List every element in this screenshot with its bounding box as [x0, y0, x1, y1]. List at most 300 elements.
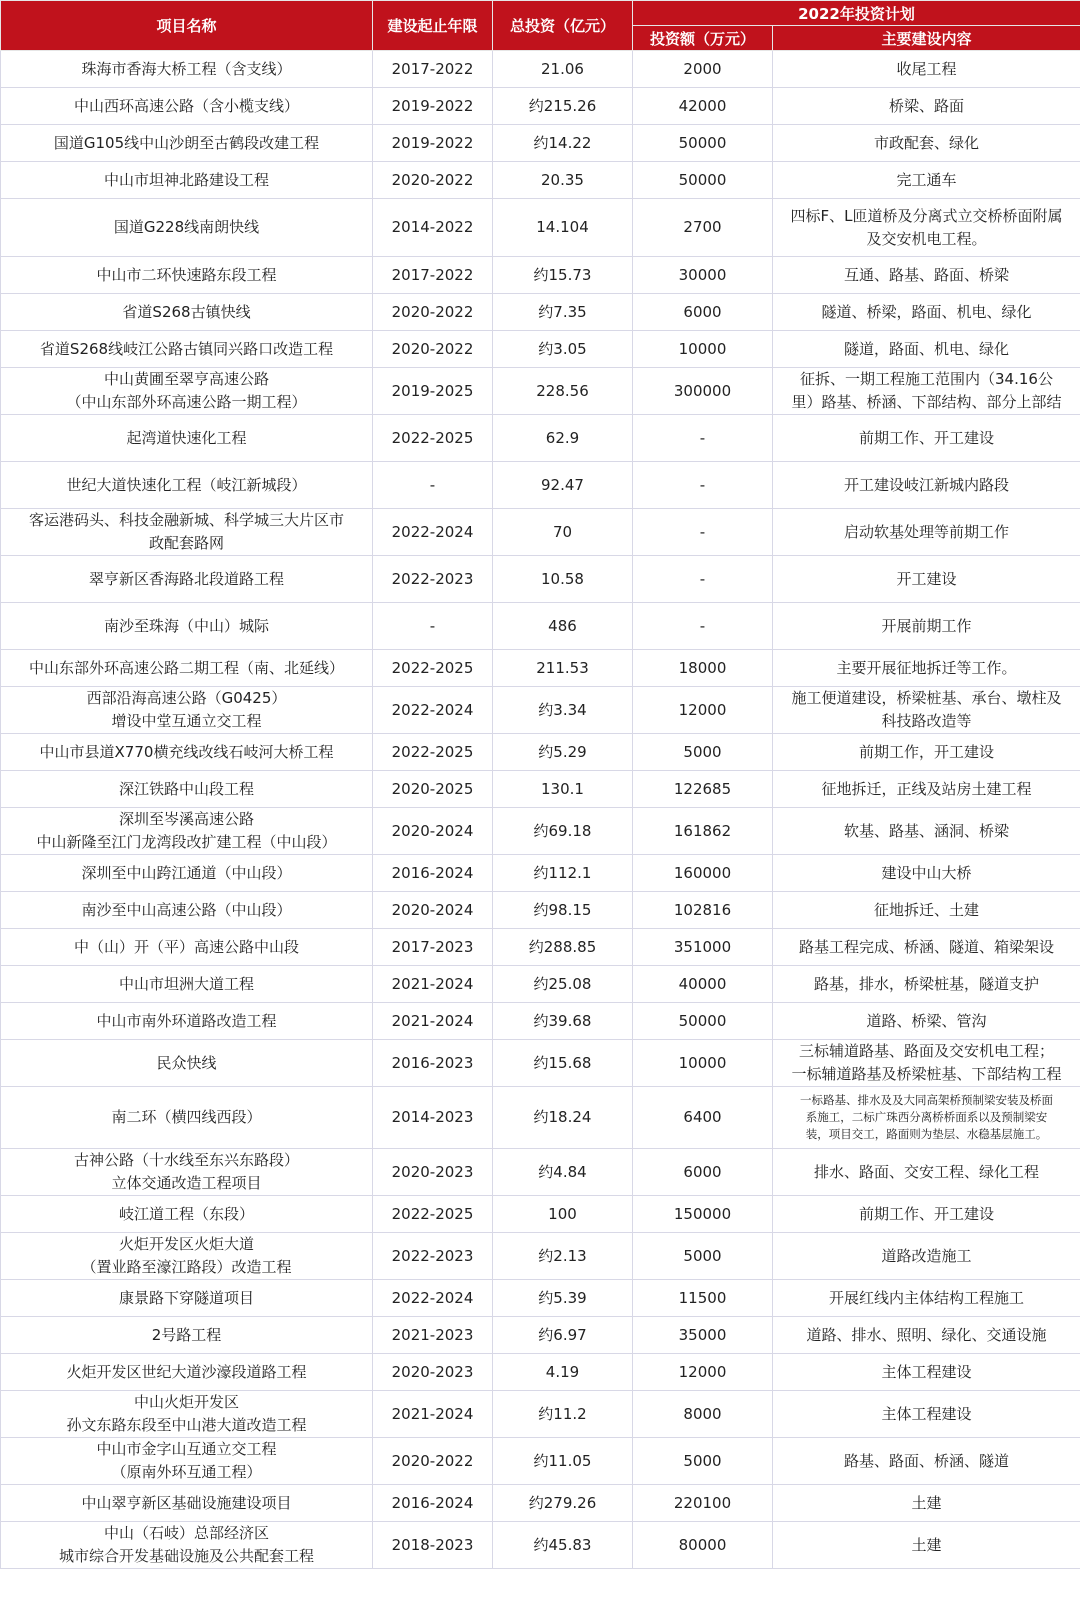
cell-total-investment: 约7.35 [493, 294, 633, 331]
cell-period: 2016-2024 [373, 1485, 493, 1522]
table-row [1, 1485, 1080, 1522]
cell-total-investment: 约15.73 [493, 257, 633, 294]
cell-period: 2019-2022 [373, 88, 493, 125]
cell-project-name [1, 509, 373, 556]
cell-total-investment: 约69.18 [493, 808, 633, 855]
cell-project-name-line: 翠亨新区香海路北段道路工程 [88, 569, 284, 588]
cell-main-content-line: 路基，排水，桥梁桩基，隧道支护 [813, 974, 1039, 993]
cell-main-content [773, 257, 1080, 294]
cell-total-investment: 10.58 [493, 556, 633, 603]
cell-total-investment: 约18.24 [493, 1087, 633, 1149]
cell-investment-amount: 161862 [633, 808, 773, 855]
cell-project-name [1, 808, 373, 855]
cell-project-name-line: 中山西环高速公路（含小榄支线） [73, 96, 299, 115]
cell-main-content-line: 路基、路面、桥涵、隧道 [843, 1451, 1009, 1470]
cell-main-content-line: 一标路基、排水及及大同高架桥预制梁安装及桥面 [800, 1093, 1053, 1107]
cell-project-name [1, 125, 373, 162]
cell-main-content-line: 隧道，路面、机电、绿化 [843, 339, 1009, 358]
cell-project-name-line: 深江铁路中山段工程 [118, 779, 254, 798]
cell-main-content [773, 734, 1080, 771]
cell-investment-amount: 12000 [633, 687, 773, 734]
cell-project-name-line: 南沙至珠海（中山）城际 [103, 616, 269, 635]
cell-investment-amount: 11500 [633, 1280, 773, 1317]
cell-main-content [773, 509, 1080, 556]
cell-project-name [1, 1438, 373, 1485]
cell-total-investment: 约4.84 [493, 1149, 633, 1196]
table-body [1, 51, 1080, 1569]
cell-total-investment: 约288.85 [493, 929, 633, 966]
cell-main-content [773, 1522, 1080, 1569]
cell-total-investment: 约98.15 [493, 892, 633, 929]
cell-main-content-line: 前期工作，开工建设 [858, 742, 994, 761]
cell-investment-amount: 6000 [633, 1149, 773, 1196]
cell-total-investment: 约15.68 [493, 1040, 633, 1087]
cell-total-investment: 92.47 [493, 462, 633, 509]
cell-project-name-line: 中山市县道X770横充线改线石岐河大桥工程 [39, 742, 334, 761]
table-row [1, 162, 1080, 199]
cell-main-content [773, 462, 1080, 509]
cell-investment-amount: 2000 [633, 51, 773, 88]
cell-project-name-line: 中山（石岐）总部经济区 [103, 1524, 269, 1542]
cell-investment-amount: 122685 [633, 771, 773, 808]
cell-total-investment: 约11.05 [493, 1438, 633, 1485]
cell-project-name-line: 立体交通改造工程项目 [111, 1174, 262, 1192]
cell-investment-amount: 160000 [633, 855, 773, 892]
cell-total-investment: 约5.29 [493, 734, 633, 771]
cell-main-content [773, 294, 1080, 331]
table-row [1, 1040, 1080, 1087]
cell-main-content [773, 125, 1080, 162]
cell-investment-amount: - [633, 509, 773, 556]
cell-project-name [1, 1149, 373, 1196]
cell-main-content-line: 主体工程建设 [881, 1362, 972, 1381]
cell-investment-amount: 2700 [633, 199, 773, 257]
cell-project-name-line: 珠海市香海大桥工程（含支线） [81, 59, 292, 78]
cell-investment-amount: - [633, 415, 773, 462]
cell-period: 2021-2024 [373, 1391, 493, 1438]
cell-investment-amount: 42000 [633, 88, 773, 125]
cell-project-name [1, 294, 373, 331]
table-row [1, 966, 1080, 1003]
cell-project-name-line: 国道G105线中山沙朗至古鹤段改建工程 [53, 133, 320, 152]
cell-total-investment: 20.35 [493, 162, 633, 199]
cell-period: 2018-2023 [373, 1522, 493, 1569]
cell-project-name-line: 省道S268古镇快线 [122, 302, 251, 321]
cell-main-content-line: 及交安机电工程。 [866, 229, 987, 248]
cell-main-content-line: 前期工作、开工建设 [858, 428, 994, 447]
cell-investment-amount: 6000 [633, 294, 773, 331]
cell-investment-amount: 10000 [633, 1040, 773, 1087]
cell-investment-amount: 18000 [633, 650, 773, 687]
cell-total-investment: 211.53 [493, 650, 633, 687]
cell-period: 2016-2023 [373, 1040, 493, 1087]
cell-period: 2022-2025 [373, 734, 493, 771]
cell-total-investment: 4.19 [493, 1354, 633, 1391]
table-row [1, 1003, 1080, 1040]
cell-period: 2020-2023 [373, 1354, 493, 1391]
cell-main-content [773, 650, 1080, 687]
cell-period: 2022-2024 [373, 1280, 493, 1317]
cell-main-content-line: 收尾工程 [896, 59, 957, 78]
cell-main-content [773, 966, 1080, 1003]
cell-project-name-line: 火炬开发区世纪大道沙濠段道路工程 [66, 1362, 307, 1381]
cell-period: 2020-2024 [373, 892, 493, 929]
cell-investment-amount: 80000 [633, 1522, 773, 1569]
cell-main-content [773, 1280, 1080, 1317]
cell-period: 2014-2023 [373, 1087, 493, 1149]
cell-period: 2022-2023 [373, 1233, 493, 1280]
cell-project-name [1, 687, 373, 734]
cell-period: 2017-2023 [373, 929, 493, 966]
cell-main-content-line: 开工建设岐江新城内路段 [843, 475, 1009, 494]
table-row [1, 892, 1080, 929]
cell-main-content-line: 道路改造施工 [881, 1246, 972, 1265]
table-row [1, 294, 1080, 331]
cell-project-name [1, 650, 373, 687]
cell-project-name-line: 火炬开发区火炬大道 [118, 1235, 254, 1253]
cell-main-content-line: 软基、路基、涵洞、桥梁 [843, 821, 1009, 840]
cell-period: 2021-2024 [373, 966, 493, 1003]
cell-main-content [773, 556, 1080, 603]
cell-investment-amount: 50000 [633, 125, 773, 162]
cell-main-content [773, 162, 1080, 199]
cell-main-content-line: 桥梁、路面 [888, 96, 964, 115]
cell-main-content-line: 施工便道建设，桥梁桩基、承台、墩柱及 [791, 689, 1062, 707]
cell-project-name-line: 中（山）开（平）高速公路中山段 [73, 937, 299, 956]
cell-investment-amount: 6400 [633, 1087, 773, 1149]
cell-period: 2020-2022 [373, 162, 493, 199]
cell-main-content [773, 1040, 1080, 1087]
cell-main-content-line: 排水、路面、交安工程、绿化工程 [813, 1162, 1039, 1181]
cell-main-content-line: 征地拆迁、土建 [873, 900, 979, 919]
table-row [1, 509, 1080, 556]
cell-project-name-line: （原南外环互通工程） [111, 1463, 262, 1481]
table-row [1, 734, 1080, 771]
table-row [1, 331, 1080, 368]
table-row [1, 1438, 1080, 1485]
cell-main-content-line: 四标F、L匝道桥及分离式立交桥桥面附属 [790, 206, 1063, 225]
table-row [1, 1354, 1080, 1391]
cell-total-investment: 约14.22 [493, 125, 633, 162]
cell-project-name-line: 中山东部外环高速公路二期工程（南、北延线） [28, 658, 344, 677]
cell-period: 2020-2022 [373, 1438, 493, 1485]
cell-project-name [1, 199, 373, 257]
cell-project-name [1, 51, 373, 88]
cell-project-name-line: 起湾道快速化工程 [126, 428, 247, 447]
cell-main-content [773, 1317, 1080, 1354]
cell-total-investment: 70 [493, 509, 633, 556]
cell-investment-amount: 5000 [633, 1438, 773, 1485]
cell-project-name-line: 岐江道工程（东段） [118, 1204, 254, 1223]
cell-period: 2022-2024 [373, 509, 493, 556]
cell-period: 2022-2025 [373, 415, 493, 462]
cell-investment-amount: - [633, 556, 773, 603]
cell-total-investment: 约279.26 [493, 1485, 633, 1522]
table-row [1, 1149, 1080, 1196]
cell-project-name [1, 331, 373, 368]
cell-project-name-line: 中山翠亨新区基础设施建设项目 [81, 1493, 292, 1512]
cell-investment-amount: - [633, 462, 773, 509]
table-row [1, 808, 1080, 855]
cell-project-name-line: 民众快线 [156, 1053, 217, 1072]
cell-period: 2020-2024 [373, 808, 493, 855]
cell-total-investment: 约6.97 [493, 1317, 633, 1354]
table-row [1, 650, 1080, 687]
cell-project-name-line: 中山市金字山互通立交工程 [96, 1440, 277, 1458]
cell-project-name-line: 政配套路网 [148, 534, 224, 552]
cell-main-content-line: 土建 [911, 1493, 942, 1512]
cell-project-name [1, 162, 373, 199]
cell-main-content [773, 1438, 1080, 1485]
table-row [1, 1522, 1080, 1569]
cell-project-name [1, 855, 373, 892]
cell-investment-amount: 300000 [633, 368, 773, 415]
cell-main-content-line: 一标辅道路基及桥梁桩基、下部结构工程 [791, 1065, 1062, 1083]
cell-project-name [1, 1485, 373, 1522]
cell-period: 2020-2022 [373, 294, 493, 331]
cell-project-name-line: 深圳至岑溪高速公路 [118, 810, 254, 828]
cell-total-investment: 约39.68 [493, 1003, 633, 1040]
cell-period: 2022-2023 [373, 556, 493, 603]
cell-main-content-line: 开工建设 [896, 569, 957, 588]
cell-main-content-line: 隧道、桥梁，路面、机电、绿化 [821, 302, 1032, 321]
cell-project-name-line: 中山市坦神北路建设工程 [103, 170, 269, 189]
cell-project-name-line: 2号路工程 [151, 1325, 222, 1344]
cell-period: 2019-2025 [373, 368, 493, 415]
cell-project-name-line: 增设中堂互通立交工程 [111, 712, 262, 730]
table-row [1, 603, 1080, 650]
cell-main-content [773, 1003, 1080, 1040]
cell-project-name [1, 415, 373, 462]
cell-period: 2017-2022 [373, 51, 493, 88]
cell-main-content-line: 前期工作、开工建设 [858, 1204, 994, 1223]
cell-main-content [773, 331, 1080, 368]
cell-investment-amount: 35000 [633, 1317, 773, 1354]
cell-investment-amount: - [633, 603, 773, 650]
cell-project-name [1, 603, 373, 650]
cell-total-investment: 约5.39 [493, 1280, 633, 1317]
table-row [1, 257, 1080, 294]
table-header [1, 1, 1080, 51]
cell-main-content [773, 687, 1080, 734]
cell-total-investment: 约3.34 [493, 687, 633, 734]
cell-project-name [1, 1317, 373, 1354]
cell-project-name-line: 古神公路（十水线至东兴东路段） [73, 1151, 299, 1169]
cell-total-investment: 14.104 [493, 199, 633, 257]
cell-main-content [773, 1087, 1080, 1149]
cell-project-name [1, 1280, 373, 1317]
cell-period: 2021-2023 [373, 1317, 493, 1354]
cell-project-name-line: 南沙至中山高速公路（中山段） [81, 900, 292, 919]
table-row [1, 51, 1080, 88]
cell-investment-amount: 150000 [633, 1196, 773, 1233]
cell-project-name [1, 1087, 373, 1149]
cell-project-name-line: 西部沿海高速公路（G0425） [86, 689, 287, 707]
cell-main-content [773, 855, 1080, 892]
cell-project-name-line: 世纪大道快速化工程（岐江新城段） [66, 475, 307, 494]
header-period: 建设起止年限 [373, 1, 493, 51]
cell-project-name [1, 1196, 373, 1233]
table-row [1, 855, 1080, 892]
table-row [1, 368, 1080, 415]
cell-main-content-line: 土建 [911, 1535, 942, 1554]
table-row [1, 1280, 1080, 1317]
cell-main-content [773, 808, 1080, 855]
cell-period: - [373, 462, 493, 509]
header-total-investment: 总投资（亿元） [493, 1, 633, 51]
cell-period: 2019-2022 [373, 125, 493, 162]
table-row [1, 1317, 1080, 1354]
table-row [1, 1391, 1080, 1438]
cell-investment-amount: 351000 [633, 929, 773, 966]
cell-investment-amount: 5000 [633, 734, 773, 771]
cell-total-investment: 486 [493, 603, 633, 650]
cell-investment-amount: 5000 [633, 1233, 773, 1280]
cell-period: - [373, 603, 493, 650]
table-row [1, 556, 1080, 603]
cell-project-name [1, 1391, 373, 1438]
table-row [1, 1233, 1080, 1280]
cell-main-content-line: 系施工，二标广珠西分离桥桥面系以及预制梁安 [805, 1110, 1048, 1124]
cell-period: 2020-2023 [373, 1149, 493, 1196]
cell-investment-amount: 50000 [633, 1003, 773, 1040]
cell-investment-amount: 50000 [633, 162, 773, 199]
cell-total-investment: 228.56 [493, 368, 633, 415]
cell-main-content [773, 771, 1080, 808]
table-row [1, 687, 1080, 734]
cell-investment-amount: 10000 [633, 331, 773, 368]
cell-main-content [773, 88, 1080, 125]
cell-project-name-line: 中山新隆至江门龙湾段改扩建工程（中山段） [36, 833, 337, 851]
table-row [1, 771, 1080, 808]
cell-project-name-line: 城市综合开发基础设施及公共配套工程 [58, 1547, 314, 1565]
table-row [1, 199, 1080, 257]
cell-project-name [1, 556, 373, 603]
cell-main-content [773, 1391, 1080, 1438]
cell-main-content-line: 里）路基、桥涵、下部结构、部分上部结 [791, 393, 1062, 411]
cell-investment-amount: 30000 [633, 257, 773, 294]
cell-period: 2022-2025 [373, 650, 493, 687]
cell-project-name-line: 深圳至中山跨江通道（中山段） [81, 863, 292, 882]
cell-project-name-line: 中山市南外环道路改造工程 [96, 1011, 277, 1030]
table-row [1, 125, 1080, 162]
cell-main-content-line: 道路、排水、照明、绿化、交通设施 [806, 1325, 1047, 1344]
cell-total-investment: 130.1 [493, 771, 633, 808]
header-investment-amount: 投资额（万元） [633, 26, 773, 51]
header-2022-plan: 2022年投资计划 [633, 1, 1080, 26]
cell-period: 2016-2024 [373, 855, 493, 892]
cell-main-content-line: 科技路改造等 [881, 712, 972, 730]
table-row [1, 1196, 1080, 1233]
cell-main-content-line: 建设中山大桥 [881, 863, 972, 882]
cell-main-content-line: 市政配套、绿化 [873, 133, 979, 152]
table-row [1, 929, 1080, 966]
cell-project-name [1, 771, 373, 808]
cell-project-name [1, 1522, 373, 1569]
table-row [1, 1087, 1080, 1149]
cell-project-name-line: 中山市二环快速路东段工程 [96, 265, 277, 284]
cell-investment-amount: 40000 [633, 966, 773, 1003]
cell-period: 2020-2022 [373, 331, 493, 368]
cell-total-investment: 62.9 [493, 415, 633, 462]
cell-main-content [773, 415, 1080, 462]
cell-project-name [1, 929, 373, 966]
cell-period: 2014-2022 [373, 199, 493, 257]
cell-project-name [1, 1354, 373, 1391]
cell-project-name [1, 966, 373, 1003]
cell-project-name [1, 88, 373, 125]
cell-project-name-line: 康景路下穿隧道项目 [118, 1288, 254, 1307]
cell-total-investment: 约25.08 [493, 966, 633, 1003]
cell-main-content-line: 道路、桥梁、管沟 [866, 1011, 987, 1030]
cell-total-investment: 约45.83 [493, 1522, 633, 1569]
cell-project-name-line: 国道G228线南朗快线 [113, 218, 260, 236]
cell-main-content [773, 51, 1080, 88]
cell-project-name [1, 892, 373, 929]
cell-project-name-line: 中山市坦洲大道工程 [118, 974, 254, 993]
cell-main-content [773, 199, 1080, 257]
cell-main-content [773, 1149, 1080, 1196]
cell-project-name [1, 734, 373, 771]
cell-project-name-line: （中山东部外环高速公路一期工程） [66, 393, 307, 411]
cell-investment-amount: 8000 [633, 1391, 773, 1438]
cell-project-name [1, 368, 373, 415]
cell-total-investment: 21.06 [493, 51, 633, 88]
cell-project-name-line: 中山火炬开发区 [133, 1393, 239, 1411]
cell-project-name [1, 462, 373, 509]
cell-main-content-line: 开展前期工作 [881, 616, 972, 635]
cell-project-name-line: （置业路至濠江路段）改造工程 [81, 1258, 292, 1276]
cell-main-content [773, 1354, 1080, 1391]
cell-main-content [773, 929, 1080, 966]
cell-main-content-line: 主体工程建设 [881, 1404, 972, 1423]
cell-total-investment: 约2.13 [493, 1233, 633, 1280]
cell-project-name-line: 省道S268线岐江公路古镇同兴路口改造工程 [39, 339, 334, 358]
table-row [1, 415, 1080, 462]
cell-total-investment: 约11.2 [493, 1391, 633, 1438]
cell-project-name [1, 257, 373, 294]
cell-total-investment: 约3.05 [493, 331, 633, 368]
cell-main-content-line: 路基工程完成、桥涵、隧道、箱梁架设 [798, 937, 1054, 956]
cell-project-name [1, 1003, 373, 1040]
cell-period: 2022-2024 [373, 687, 493, 734]
cell-main-content-line: 互通、路基、路面、桥梁 [843, 265, 1009, 284]
cell-period: 2021-2024 [373, 1003, 493, 1040]
cell-main-content-line: 征地拆迁，正线及站房土建工程 [821, 779, 1032, 798]
cell-investment-amount: 102816 [633, 892, 773, 929]
cell-project-name-line: 孙文东路东段至中山港大道改造工程 [66, 1416, 307, 1434]
cell-total-investment: 约112.1 [493, 855, 633, 892]
cell-main-content-line: 主要开展征地拆迁等工作。 [836, 658, 1017, 677]
cell-main-content-line: 征拆、一期工程施工范围内（34.16公 [800, 370, 1053, 388]
table-row [1, 88, 1080, 125]
cell-main-content [773, 368, 1080, 415]
cell-main-content-line: 三标辅道路基、路面及交安机电工程； [798, 1042, 1054, 1060]
cell-total-investment: 约215.26 [493, 88, 633, 125]
cell-project-name-line: 中山黄圃至翠亨高速公路 [103, 370, 269, 388]
cell-total-investment: 100 [493, 1196, 633, 1233]
cell-period: 2017-2022 [373, 257, 493, 294]
cell-main-content-line: 启动软基处理等前期工作 [843, 522, 1009, 541]
cell-project-name [1, 1233, 373, 1280]
cell-main-content-line: 装，项目交工，路面则为垫层、水稳基层施工。 [805, 1127, 1048, 1141]
cell-investment-amount: 220100 [633, 1485, 773, 1522]
cell-project-name-line: 南二环（横四线西段） [111, 1108, 262, 1126]
table-row [1, 462, 1080, 509]
cell-main-content-line: 完工通车 [896, 170, 957, 189]
cell-main-content [773, 892, 1080, 929]
cell-main-content [773, 603, 1080, 650]
